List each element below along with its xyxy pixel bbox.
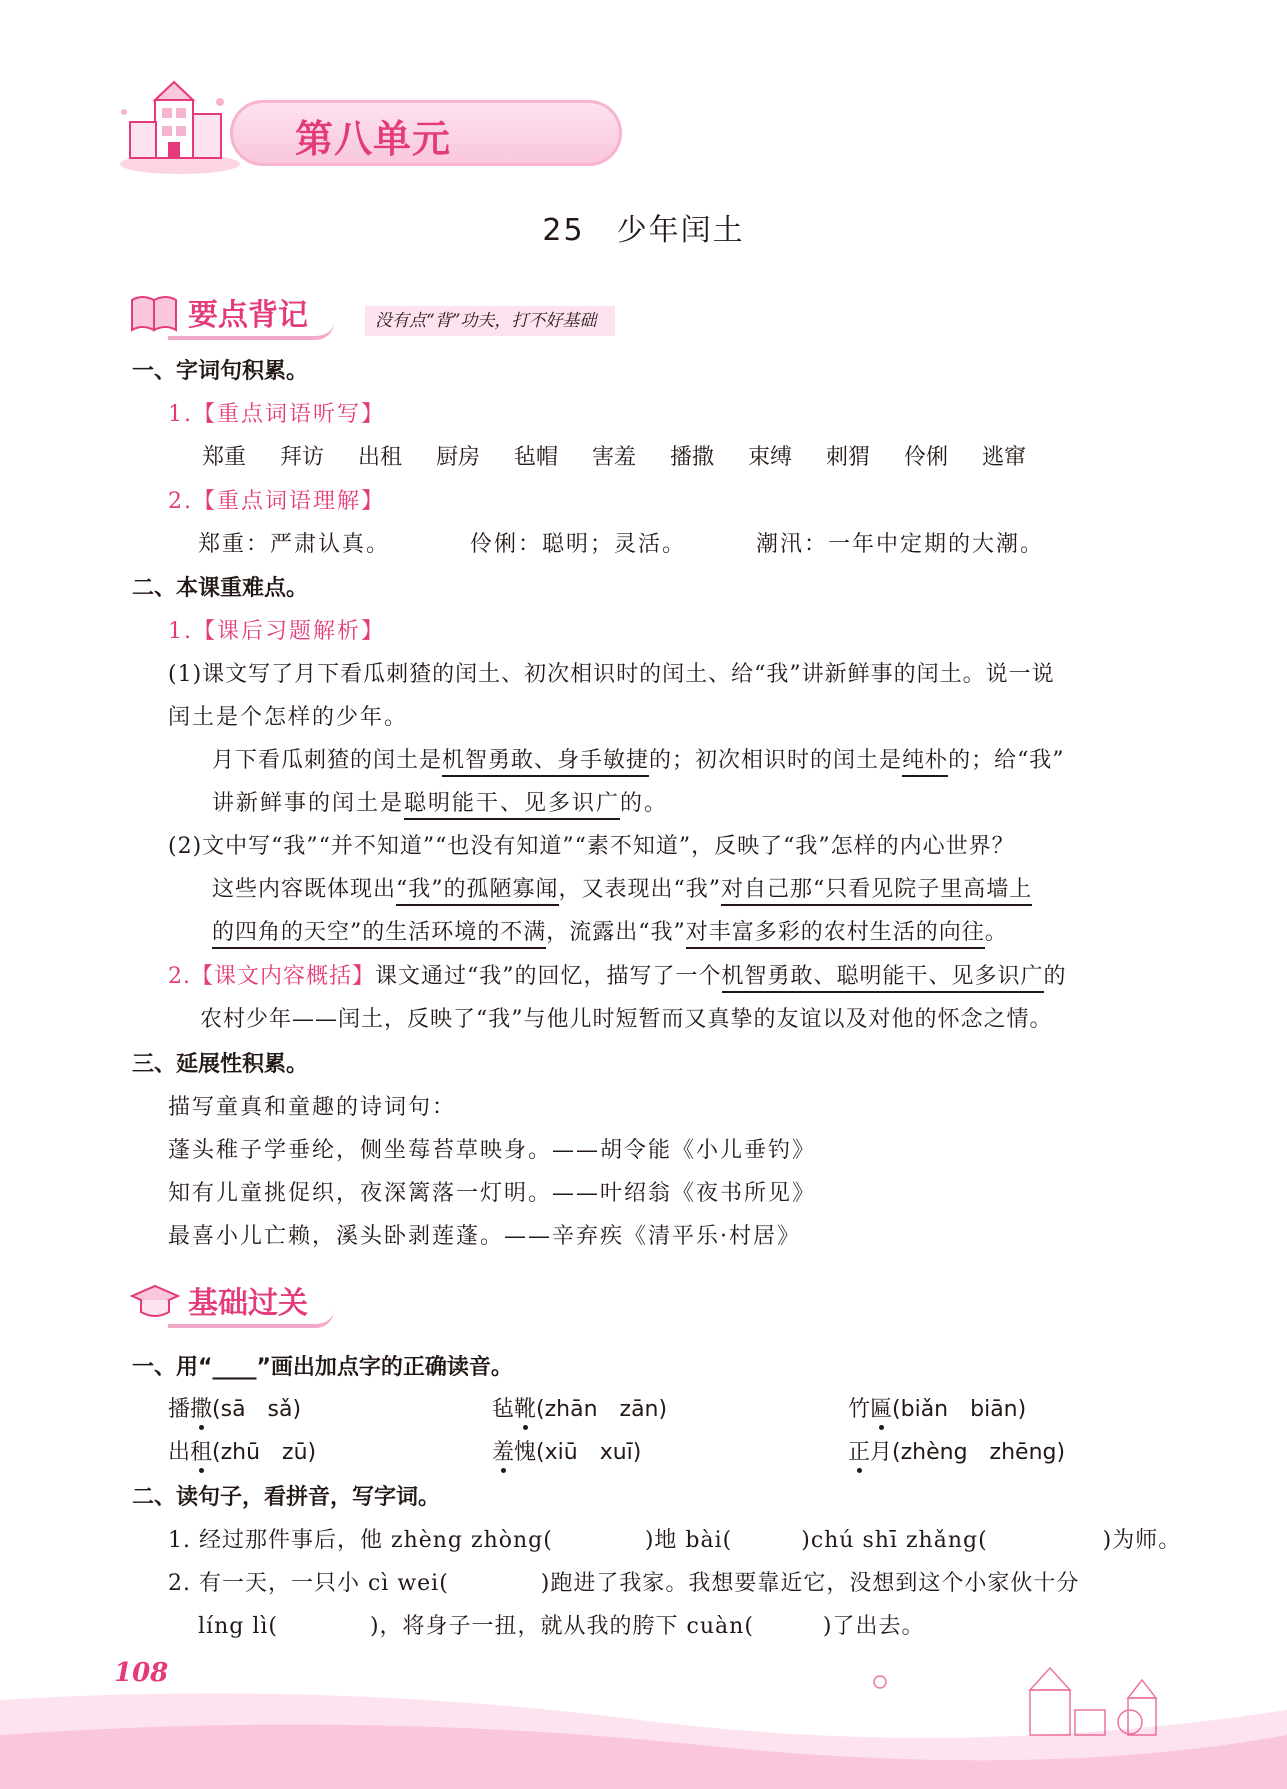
section-key-points-title: 要点背记 xyxy=(188,298,308,333)
answer-underline: “我”的孤陋寡闻 xyxy=(396,877,559,906)
poem-intro: 描写童真和童趣的诗词句： xyxy=(168,1095,457,1120)
word-item: 郑重 xyxy=(202,445,247,470)
definition-item: 潮汛：一年中定期的大潮。 xyxy=(756,532,1045,557)
poem-line: 最喜小儿亡赖，溪头卧剥莲蓬。——辛弃疾《清平乐·村居》 xyxy=(168,1224,801,1249)
part1-heading: 一、字词句积累。 xyxy=(132,359,309,384)
summary-text: 的 xyxy=(1043,964,1067,989)
word-item: 拜访 xyxy=(280,445,325,470)
footer-decoration xyxy=(0,1640,1287,1789)
word-item: 厨房 xyxy=(436,445,481,470)
answer-text: 。 xyxy=(984,920,1008,945)
question-1-line-2: 闰土是个怎样的少年。 xyxy=(168,705,409,730)
dotted-char: 撒 xyxy=(190,1397,213,1422)
lesson-title: 25 少年闰土 xyxy=(542,213,745,248)
pinyin-item xyxy=(168,1435,316,1466)
dotted-char: 匾 xyxy=(870,1397,893,1422)
pinyin-options[interactable]: (sā sǎ) xyxy=(212,1397,302,1422)
summary-label: 2.【课文内容概括】 xyxy=(168,964,375,989)
section-key-points-header xyxy=(130,288,630,344)
pinyin-char: 播 xyxy=(168,1397,191,1422)
pinyin-options[interactable]: (zhū zū) xyxy=(212,1440,317,1465)
answer-underline: 的四角的天空”的生活环境的不满 xyxy=(212,920,546,949)
fill-blank-sentence-2-line-1[interactable]: 2. 有一天，一只小 cì wei( )跑进了我家。我想要靠近它，没想到这个小家伙十分 xyxy=(168,1571,1080,1596)
answer-text: 月下看瓜刺猹的闰土是 xyxy=(212,748,443,773)
basic-q1-heading: 一、用“____”画出加点字的正确读音。 xyxy=(132,1355,513,1380)
pinyin-item xyxy=(848,1435,1065,1466)
answer-text: 的。 xyxy=(620,791,669,816)
answer-text: 的；初次相识时的闰土是 xyxy=(649,748,903,773)
word-item: 逃窜 xyxy=(982,445,1027,470)
pinyin-item xyxy=(492,1435,641,1466)
summary-line-1 xyxy=(168,959,1067,990)
answer-1-line-2 xyxy=(212,786,668,817)
answer-underline: 聪明能干、见多识广 xyxy=(404,791,620,820)
answer-text: 这些内容既体现出 xyxy=(212,877,397,902)
answer-text: ，流露出“我” xyxy=(546,920,686,945)
part3-heading: 三、延展性积累。 xyxy=(132,1052,309,1077)
pinyin-char: 竹 xyxy=(848,1397,871,1422)
answer-underline: 对自己那“只看见院子里高墙上 xyxy=(721,877,1032,906)
dotted-char: 租 xyxy=(190,1440,213,1465)
poem-line: 知有儿童挑促织，夜深篱落一灯明。——叶绍翁《夜书所见》 xyxy=(168,1181,817,1206)
pinyin-item xyxy=(492,1392,667,1423)
section-basic-header xyxy=(130,1276,370,1332)
answer-text: 讲新鲜事的闰土是 xyxy=(212,791,405,816)
summary-text: 课文通过“我”的回忆，描写了一个 xyxy=(375,964,722,989)
word-item: 毡帽 xyxy=(514,445,559,470)
word-item: 害羞 xyxy=(592,445,637,470)
exercise-analysis-label: 1.【课后习题解析】 xyxy=(168,619,385,644)
pinyin-options[interactable]: (zhèng zhēng) xyxy=(892,1440,1066,1465)
pinyin-char: 月 xyxy=(870,1440,893,1465)
word-item: 播撒 xyxy=(670,445,715,470)
dotted-char: 羞 xyxy=(492,1440,515,1465)
section-slogan: 没有点“背”功夫，打不好基础 xyxy=(375,311,597,331)
poem-line: 蓬头稚子学垂纶，侧坐莓苔草映身。——胡令能《小儿垂钓》 xyxy=(168,1138,817,1163)
answer-text: ，又表现出“我” xyxy=(558,877,722,902)
summary-underline: 机智勇敢、聪明能干、见多识广 xyxy=(722,964,1044,993)
answer-underline: 对丰富多彩的农村生活的向往 xyxy=(686,920,985,949)
answer-text: 的；给“我” xyxy=(948,748,1065,773)
page-number: 108 xyxy=(114,1658,169,1688)
pinyin-char: 毡 xyxy=(492,1397,515,1422)
pinyin-options[interactable]: (biǎn biān) xyxy=(892,1397,1027,1422)
answer-2-line-1 xyxy=(212,872,1032,903)
question-1-line-1: (1)课文写了月下看瓜刺猹的闰土、初次相识时的闰土、给“我”讲新鲜事的闰土。说一说 xyxy=(168,662,1055,687)
word-item: 刺猬 xyxy=(826,445,871,470)
school-building-icon xyxy=(110,72,250,182)
dotted-char: 正 xyxy=(848,1440,871,1465)
word-item: 束缚 xyxy=(748,445,793,470)
pinyin-char: 愧 xyxy=(514,1440,537,1465)
answer-2-line-2 xyxy=(212,915,1008,946)
dictation-label: 1.【重点词语听写】 xyxy=(168,402,385,427)
question-2: (2)文中写“我”“并不知道”“也没有知道”“素不知道”，反映了“我”怎样的内心世界？ xyxy=(168,834,1015,859)
pinyin-options[interactable]: (zhān zān) xyxy=(536,1397,668,1422)
unit-banner xyxy=(110,72,525,182)
basic-q2-heading: 二、读句子，看拼音，写字词。 xyxy=(132,1485,441,1510)
pinyin-item xyxy=(848,1392,1026,1423)
pinyin-choice-grid xyxy=(168,1392,1148,1482)
definition-item: 郑重：严肃认真。 xyxy=(198,532,391,557)
pinyin-item xyxy=(168,1392,301,1423)
word-item: 伶俐 xyxy=(904,445,949,470)
word-item: 出租 xyxy=(358,445,403,470)
part2-heading: 二、本课重难点。 xyxy=(132,576,309,601)
answer-1-line-1 xyxy=(212,743,1065,774)
definition-item: 伶俐：聪明；灵活。 xyxy=(470,532,687,557)
unit-title: 第八单元 xyxy=(295,117,452,161)
definition-label: 2.【重点词语理解】 xyxy=(168,489,385,514)
fill-blank-sentence-2-line-2[interactable]: líng lì( )，将身子一扭，就从我的胯下 cuàn( )了出去。 xyxy=(198,1614,925,1639)
summary-line-2: 农村少年——闰土，反映了“我”与他儿时短暂而又真挚的友谊以及对他的怀念之情。 xyxy=(200,1007,1053,1032)
slogan-box xyxy=(365,306,615,336)
pinyin-char: 出 xyxy=(168,1440,191,1465)
answer-underline: 机智勇敢、身手敏捷 xyxy=(442,748,649,777)
section-basic-title: 基础过关 xyxy=(188,1286,308,1321)
answer-underline: 纯朴 xyxy=(902,748,948,777)
fill-blank-sentence-1[interactable]: 1. 经过那件事后，他 zhèng zhòng( )地 bài( )chú shī zhǎng( )为师。 xyxy=(168,1528,1182,1553)
pinyin-options[interactable]: (xiū xuī) xyxy=(536,1440,642,1465)
dotted-char: 靴 xyxy=(514,1397,537,1422)
